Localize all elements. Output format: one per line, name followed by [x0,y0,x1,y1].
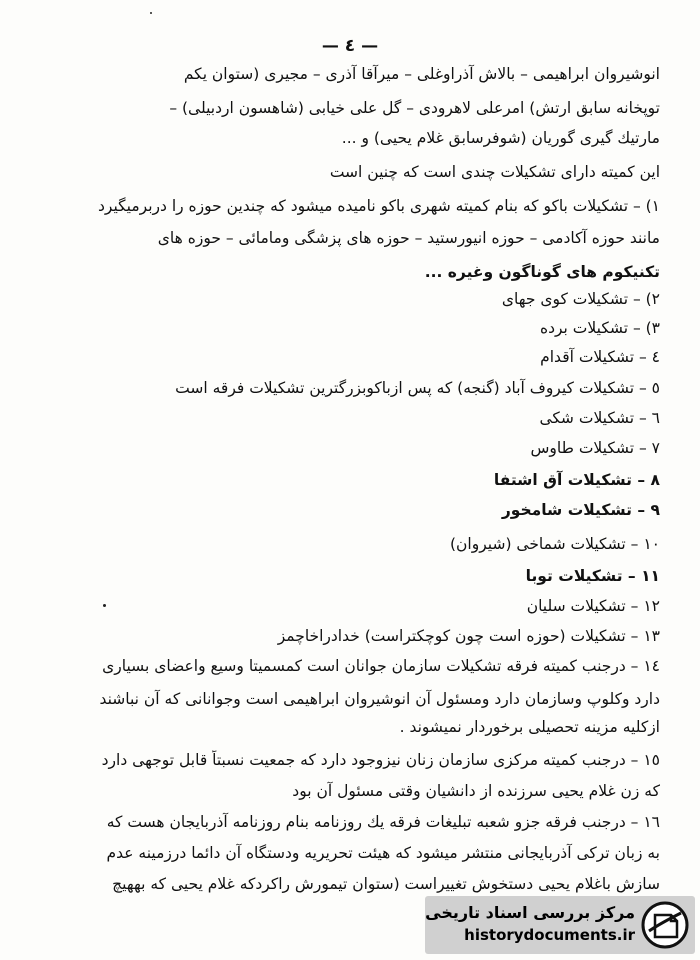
page-number: — ٤ — [321,36,379,56]
text-line: ٤ – تشکیلات آقدام [540,348,660,366]
text-line: مانند حوزه آکادمی – حوزه انیورستید – حوزه های پزشگی ومامائی – حوزه های [157,229,660,247]
scan-speck [150,12,152,14]
text-line: ۱۱ – تشکیلات توبا [525,567,660,585]
text-line: ۷ – تشکیلات طاوس [530,439,660,457]
text-line: مارتیك گیری گوریان (شوفرسابق غلام یحیی) و ... [341,129,660,147]
text-line: ۱٤ – درجنب کمیته فرقه تشکیلات سازمان جوانان است کمسمیتا وسیع واعضای بسیاری [102,657,660,675]
text-line: انوشیروان ابراهیمی – بالاش آذراوغلی – میرآقا آذری – مجیری (ستوان یکم [183,65,660,83]
text-line: ازکلیه مزینه تحصیلی برخوردار نمیشوند . [399,718,660,736]
text-line: توپخانه سابق ارتش) امرعلی لاهرودی – گل علی خیابی (شاهسون اردبیلی) – [169,99,660,117]
text-line: ۳) – تشکیلات برده [539,319,660,337]
text-line: این کمیته دارای تشکیلات چندی است که چنین است [329,163,660,181]
scan-speck [103,604,106,607]
text-line: ۱٦ – درجنب فرقه جزو شعبه تبلیغات فرقه یك روزنامه بنام روزنامه آذربایجان هست که [106,813,660,831]
text-line: دارد وکلوپ وسازمان دارد ومسئول آن انوشیروان ابراهیمی است وجوانانی که آن نباشند [99,690,660,708]
text-line: ۱۳ – تشکیلات (حوزه است چون کوچکتراست) خدادراخاچمز [277,627,660,645]
watermark-banner [425,896,695,954]
document-fold-icon [641,901,689,949]
watermark-url: historydocuments.ir [464,926,635,944]
text-line: ۱) – تشکیلات باکو که بنام کمیته شهری باکو نامیده میشود که چندین حوزه را دربرمیگیرد [97,197,660,215]
text-line: ٥ – تشکیلات کیروف آباد (گنجه) که پس ازباکوبزرگترین تشکیلات فرقه است [175,379,660,397]
text-line: ٦ – تشکیلات شکی [539,409,660,427]
text-line: به زبان ترکی آذربایجانی منتشر میشود که هیئت تحریریه ودستگاه آن دائما درزمینه عدم [106,844,660,862]
text-line: ۸ – تشکیلات آق اشتفا [493,471,660,489]
text-line: ۹ – تشکیلات شامخور [501,501,660,519]
watermark-text [425,902,635,946]
text-line: سازش باغلام یحیی دستخوش تغییراست (ستوان تیمورش راکردکه غلام یحیی که بههیچ [112,875,660,893]
text-line: تکنیکوم های گوناگون وغیره ... [424,263,660,281]
watermark-title: مرکز بررسی اسناد تاریخی [425,903,635,922]
text-line: ۱۲ – تشکیلات سلیان [526,597,660,615]
text-line: که زن غلام یحیی سرزنده از دانشیان وقتی مسئول آن بود [292,782,660,800]
text-line: ۲) – تشکیلات کوی جهای [501,290,660,308]
text-line: ۱۰ – تشکیلات شماخی (شیروان) [450,535,660,553]
text-line: ۱٥ – درجنب کمیته مرکزی سازمان زنان نیزوجود دارد که جمعیت نسبتاً قابل توجهی دارد [101,751,660,769]
